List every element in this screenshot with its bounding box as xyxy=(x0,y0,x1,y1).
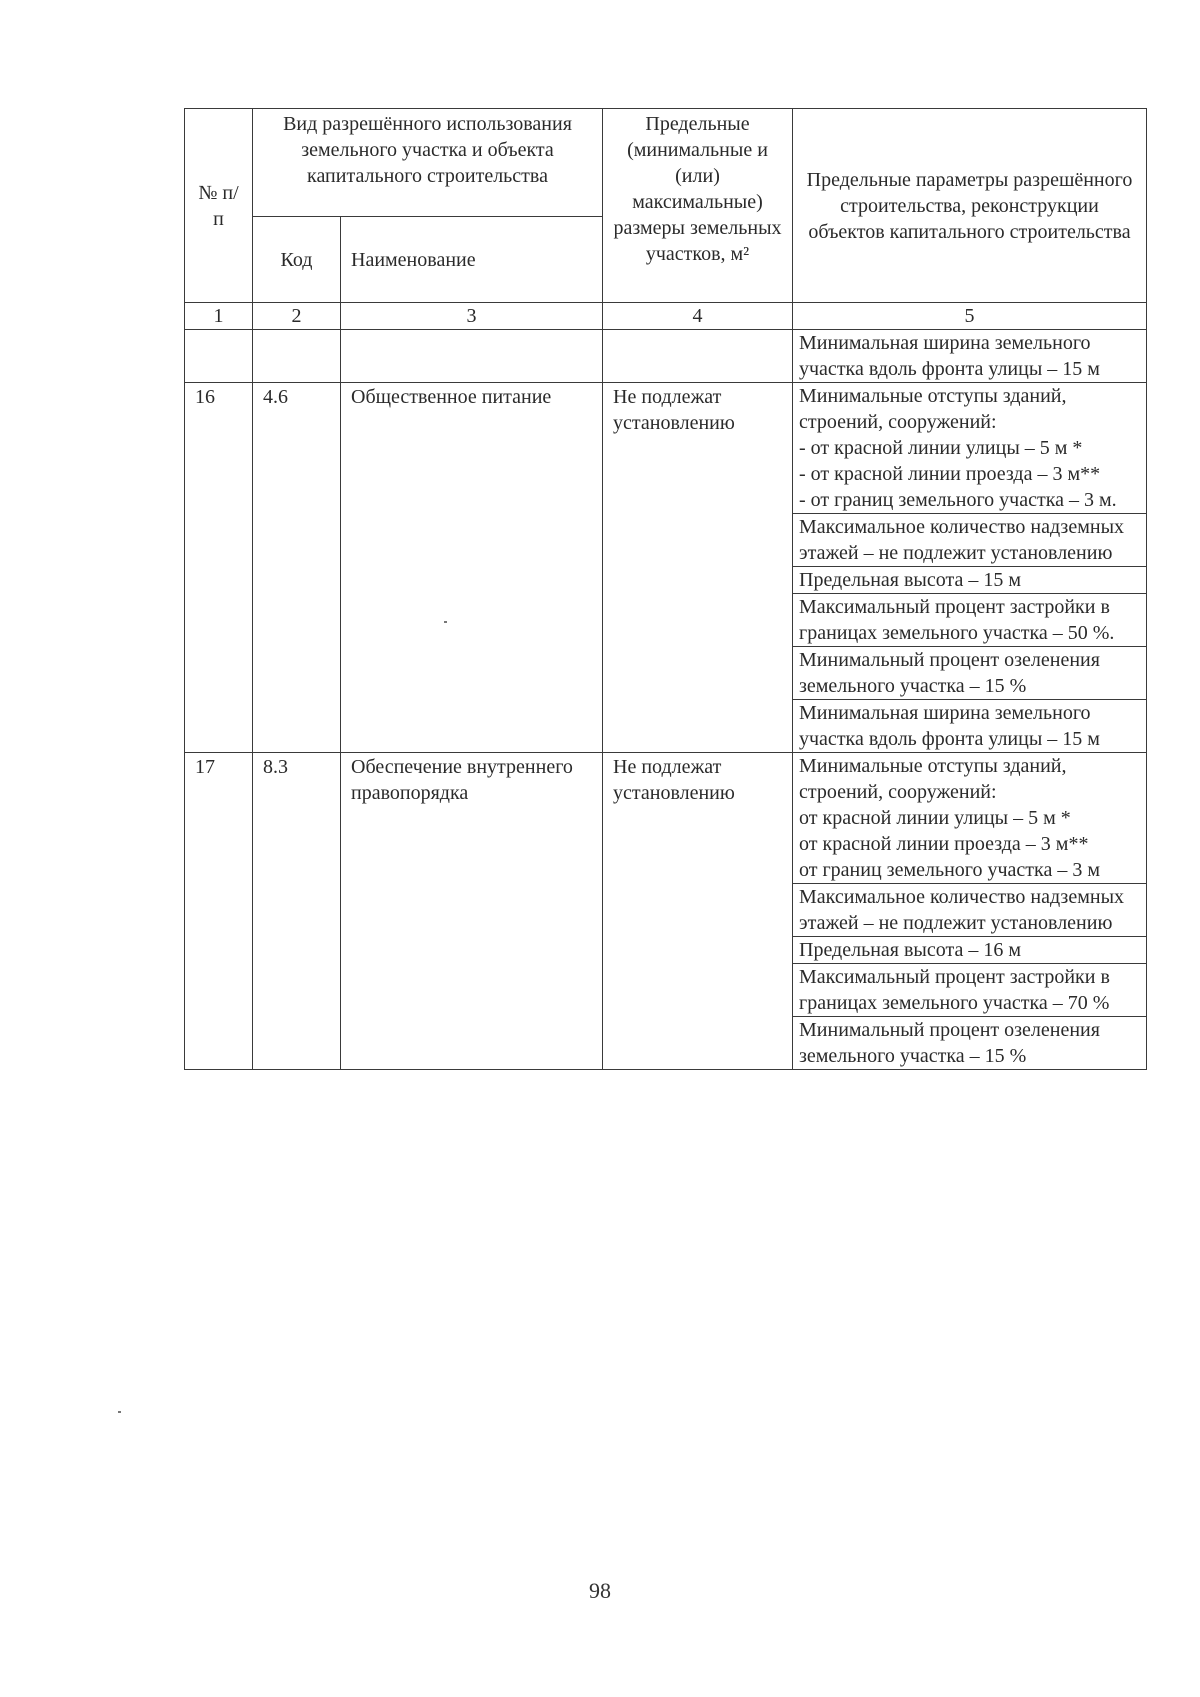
use-name: Обеспечение внутреннего правопорядка xyxy=(341,753,603,1070)
param-line: Максимальный процент застройки в границах земельного участка – 50 %. xyxy=(799,596,1115,644)
header-number: № п/п xyxy=(185,109,253,303)
param-cell xyxy=(793,964,1147,1017)
column-number: 3 xyxy=(341,303,603,330)
table-row xyxy=(185,753,1147,884)
param-line: Предельная высота – 16 м xyxy=(799,939,1022,961)
plot-sizes: Не подлежат установлению xyxy=(603,753,793,1070)
param-cell xyxy=(793,383,1147,514)
param-cell: Минимальная ширина земельного участка вдоль фронта улицы – 15 м xyxy=(793,330,1147,383)
param-line: - от красной линии проезда – 3 м** xyxy=(799,463,1101,485)
param-line: от красной линии улицы – 5 м * xyxy=(799,807,1071,829)
row-number: 16 xyxy=(185,383,253,753)
param-line: Максимальное количество надземных этажей – не подлежит установлению xyxy=(799,886,1125,934)
param-line: от красной линии проезда – 3 м** xyxy=(799,833,1089,855)
param-cell xyxy=(793,937,1147,964)
param-cell xyxy=(793,700,1147,753)
column-number: 2 xyxy=(253,303,341,330)
page-number: 98 xyxy=(589,1578,611,1603)
table-row xyxy=(185,383,1147,514)
use-code: 4.6 xyxy=(253,383,341,753)
param-line: Минимальный процент озеленения земельного участка – 15 % xyxy=(799,1019,1100,1067)
param-line: Минимальные отступы зданий, строений, сооружений: xyxy=(799,385,1067,433)
header-construction-params: Предельные параметры разрешённого строительства, реконструкции объектов капитального строительства xyxy=(793,109,1147,303)
param-cell xyxy=(793,647,1147,700)
param-line: Предельная высота – 15 м xyxy=(799,569,1022,591)
scan-speck xyxy=(444,621,447,623)
column-number: 4 xyxy=(603,303,793,330)
plot-sizes: Не подлежат установлению xyxy=(603,383,793,753)
param-line: Минимальный процент озеленения земельного участка – 15 % xyxy=(799,649,1100,697)
param-line: от границ земельного участка – 3 м xyxy=(799,859,1100,881)
use-code: 8.3 xyxy=(253,753,341,1070)
use-name: Общественное питание xyxy=(341,383,603,753)
param-cell xyxy=(793,514,1147,567)
header-code: Код xyxy=(253,217,341,303)
param-line: Минимальная ширина земельного участка вдоль фронта улицы – 15 м xyxy=(799,702,1100,750)
column-number: 1 xyxy=(185,303,253,330)
header-use-type: Вид разрешённого использования земельного участка и объекта капитального строительства xyxy=(253,109,603,217)
param-line: Максимальный процент застройки в границах земельного участка – 70 % xyxy=(799,966,1110,1014)
land-use-regulations-table xyxy=(184,108,1147,1070)
header-plot-sizes: Предельные (минимальные и (или) максимальные) размеры земельных участков, м² xyxy=(603,109,793,303)
column-number-row xyxy=(185,303,1147,330)
param-line: Минимальные отступы зданий, строений, сооружений: xyxy=(799,755,1067,803)
header-name: Наименование xyxy=(341,217,603,303)
continuation-row xyxy=(185,330,1147,383)
param-cell xyxy=(793,594,1147,647)
param-line: Максимальное количество надземных этажей – не подлежит установлению xyxy=(799,516,1125,564)
param-line: - от границ земельного участка – 3 м. xyxy=(799,489,1117,511)
param-cell xyxy=(793,1017,1147,1070)
param-cell xyxy=(793,753,1147,884)
row-number: 17 xyxy=(185,753,253,1070)
column-number: 5 xyxy=(793,303,1147,330)
param-cell xyxy=(793,567,1147,594)
scan-speck xyxy=(118,1411,121,1413)
param-line: - от красной линии улицы – 5 м * xyxy=(799,437,1083,459)
param-cell xyxy=(793,884,1147,937)
